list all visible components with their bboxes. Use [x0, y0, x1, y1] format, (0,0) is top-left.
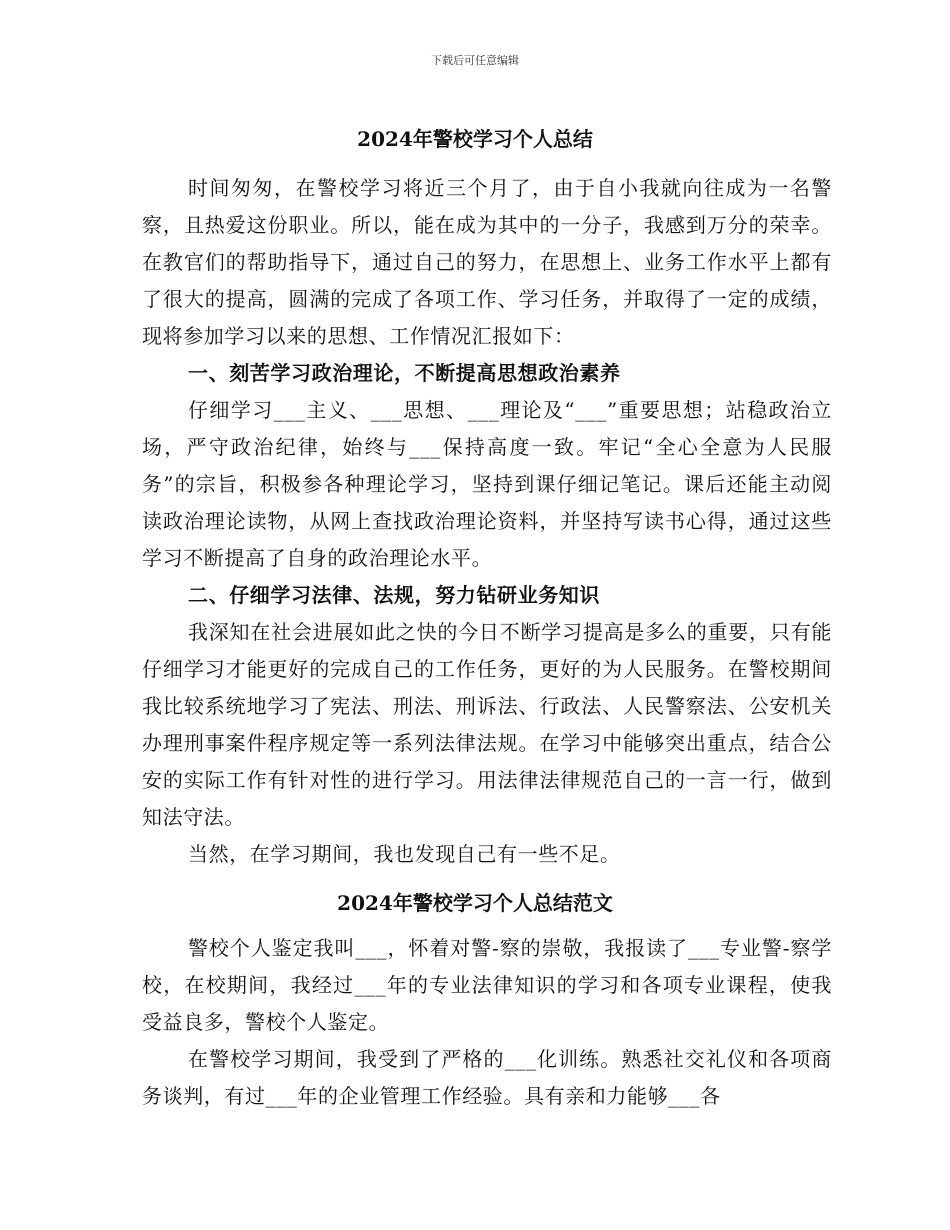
self-assessment-paragraph: 警校个人鉴定我叫___，怀着对警-察的崇敬，我报读了___专业警-察学校，在校期间，我经过___年的专业法律知识的学习和各项专业课程，使我受益良多，警校个人鉴定。	[142, 936, 832, 1034]
intro-paragraph: 时间匆匆，在警校学习将近三个月了，由于自小我就向往成为一名警察，且热爱这份职业。所以，能在成为其中的一分子，我感到万分的荣幸。在教官们的帮助指导下，通过自己的努力，在思想上、业务工作水平上都有了很大的提高，圆满的完成了各项工作、学习任务，并取得了一定的成绩，现将参加学习以来的思想、工作情况汇报如下：	[142, 176, 832, 348]
law-paragraph: 我深知在社会进展如此之快的今日不断学习提高是多么的重要，只有能仔细学习才能更好的完成自己的工作任务，更好的为人民服务。在警校期间我比较系统地学习了宪法、刑法、刑诉法、行政法、人民警察法、公安机关办理刑事案件程序规定等一系列法律法规。在学习中能够突出重点，结合公安的实际工作有针对性的进行学习。用法律法律规范自己的一言一行，做到知法守法。	[142, 620, 832, 829]
section-heading-law: 二、仔细学习法律、法规，努力钻研业务知识	[188, 583, 600, 607]
second-document-title: 2024年警校学习个人总结范文	[337, 891, 613, 915]
second-document-body	[142, 930, 832, 1115]
document-body	[142, 170, 832, 873]
training-paragraph: 在警校学习期间，我受到了严格的___化训练。熟悉社交礼仪和各项商务谈判，有过___年的企业管理工作经验。具有亲和力能够___各	[142, 1047, 832, 1108]
document-title: 2024年警校学习个人总结	[357, 127, 593, 151]
shortcomings-paragraph: 当然，在学习期间，我也发现自己有一些不足。	[188, 842, 621, 866]
politics-paragraph: 仔细学习___主义、___思想、___理论及“___”重要思想；站稳政治立场，严守政治纪律，始终与___保持高度一致。牢记“全心全意为人民服务”的宗旨，积极参各种理论学习，坚持到课仔细记笔记。课后还能主动阅读政治理论读物，从网上查找政治理论资料，并坚持写读书心得，通过这些学习不断提高了自身的政治理论水平。	[142, 398, 832, 570]
page-header-note: 下载后可任意编辑	[431, 54, 519, 67]
section-heading-politics: 一、刻苦学习政治理论，不断提高思想政治素养	[188, 361, 621, 385]
